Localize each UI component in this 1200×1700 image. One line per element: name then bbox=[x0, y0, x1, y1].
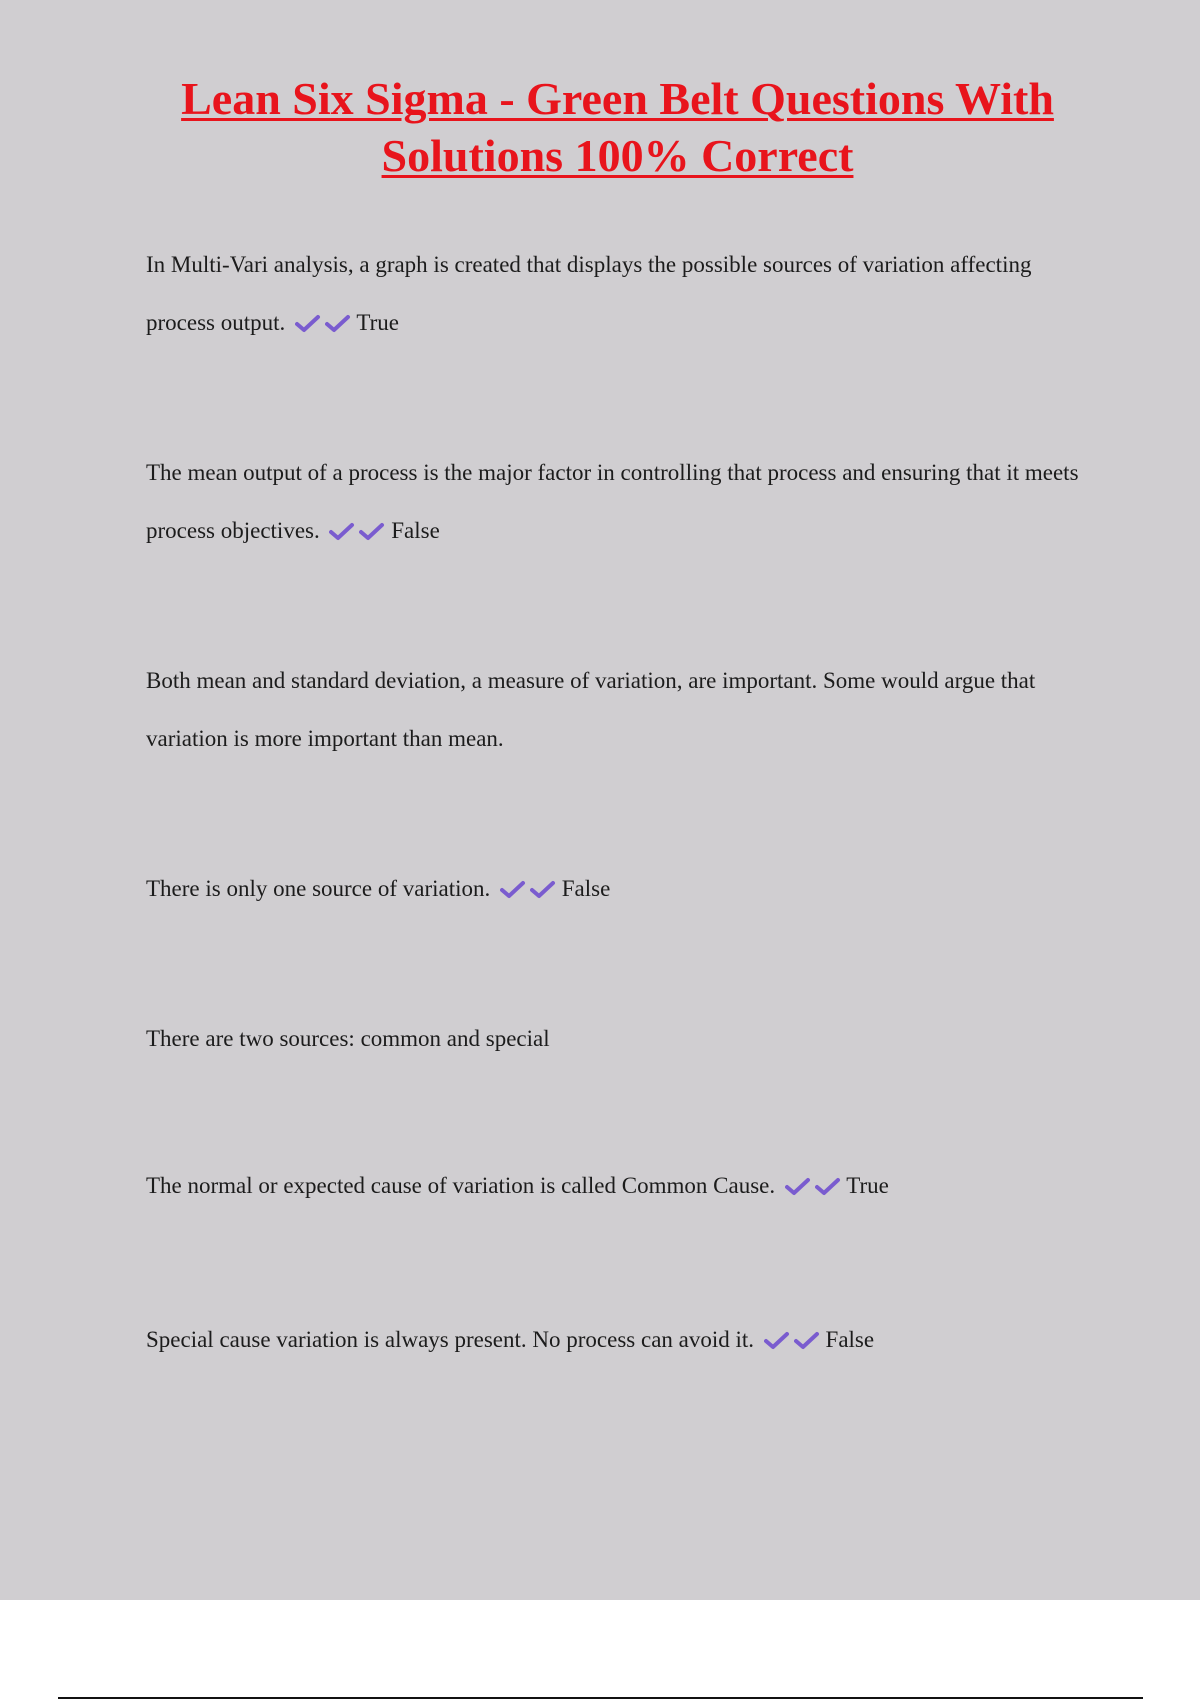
question-text: There are two sources: common and special bbox=[146, 1026, 550, 1051]
checkmark-icon bbox=[325, 313, 351, 333]
qa-item bbox=[146, 860, 1086, 918]
checkmark-icon bbox=[359, 521, 385, 541]
answer-text: True bbox=[846, 1173, 889, 1198]
qa-item bbox=[146, 236, 1086, 352]
checkmark-icon bbox=[764, 1330, 790, 1350]
answer-text: False bbox=[391, 518, 440, 543]
question-text: Special cause variation is always present. No process can avoid it. bbox=[146, 1327, 755, 1352]
qa-item bbox=[146, 1311, 1086, 1369]
checkmark-icon bbox=[500, 879, 526, 899]
qa-item bbox=[146, 444, 1086, 560]
answer-text: False bbox=[561, 876, 611, 901]
question-text: The mean output of a process is the major factor in controlling that process and ensuring that it meets process objectives. bbox=[146, 460, 1079, 543]
footer-divider bbox=[58, 1697, 1143, 1699]
checkmark-icon bbox=[530, 879, 556, 899]
checkmark-icon bbox=[815, 1176, 841, 1196]
qa-item bbox=[146, 652, 1086, 768]
qa-item bbox=[146, 1010, 1086, 1068]
answer-text: False bbox=[825, 1327, 875, 1352]
checkmark-icon bbox=[794, 1330, 820, 1350]
checkmark-icon bbox=[295, 313, 321, 333]
question-text: There is only one source of variation. bbox=[146, 876, 491, 901]
checkmark-icon bbox=[329, 521, 355, 541]
checkmark-icon bbox=[785, 1176, 811, 1196]
document-title: Lean Six Sigma - Green Belt Questions With Solutions 100% Correct bbox=[181, 73, 1054, 181]
question-text: The normal or expected cause of variation is called Common Cause. bbox=[146, 1173, 776, 1198]
question-text: Both mean and standard deviation, a measure of variation, are important. Some would argue that variation is more important than mean. bbox=[146, 668, 1036, 751]
answer-text: True bbox=[356, 310, 399, 335]
qa-item bbox=[146, 1157, 1086, 1215]
question-text: In Multi-Vari analysis, a graph is created that displays the possible sources of variation affecting process output. bbox=[146, 252, 1032, 335]
